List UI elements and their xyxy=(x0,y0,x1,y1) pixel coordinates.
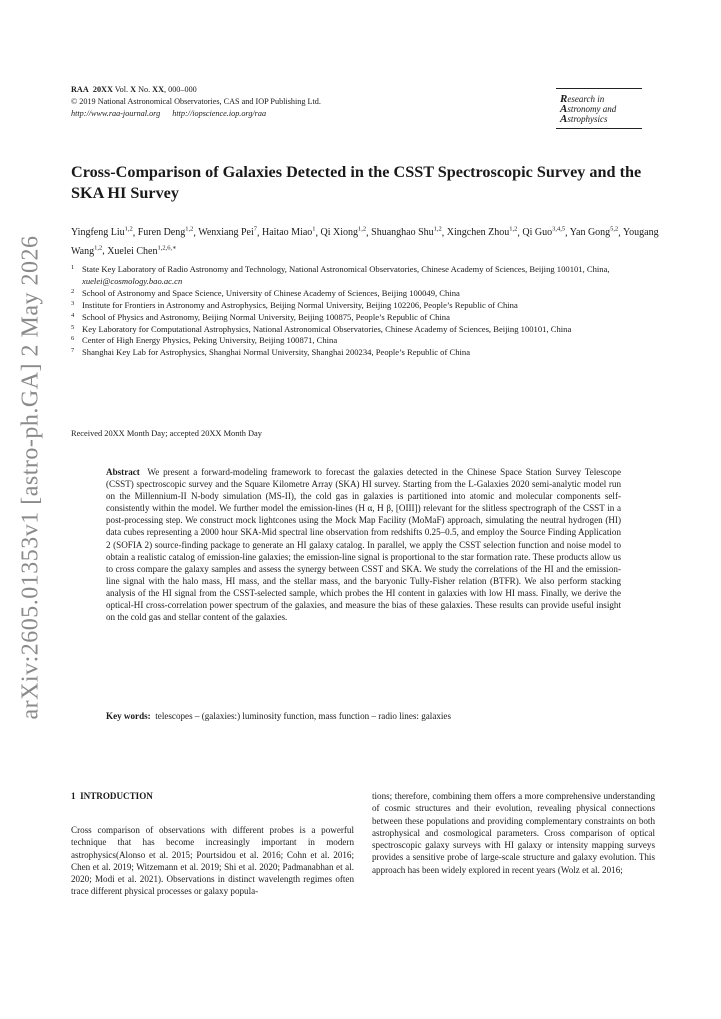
affiliation-number: 7 xyxy=(71,347,75,355)
author-affiliation-marks: 1,2 xyxy=(433,226,442,233)
author-list: Yingfeng Liu$^{1,2}$, Furen Deng$^{1,2}$, Wenxiang Pei$^7$, Haitao Miao$^1$, Qi Xiong$^{1,2}$, Shuanghao Shu$^{1,2}$, Xingchen Zhou$^{1,2}$, Qi Guo$^{3,4,5}$, Yan Gong$^{5,2}$, Yougang Wang$^{1,2}$, Xuelei Chen$^{1,2,6,∗}$ xyxy=(71,226,659,257)
logo-letter-a2: A xyxy=(560,113,568,125)
author-name: Yougang Wang xyxy=(71,227,659,257)
abstract-label: Abstract xyxy=(106,467,140,477)
intro-right-column: tions; therefore, combining them offers a more comprehensive understanding of cosmic structures and their evolution, revealing physical connections between these populations and providing complementary constraints on both astrophysical and cosmological parameters. Cross comparison of optical spectroscopic galaxy surveys with HI galaxy or intensity mapping surveys provides a sensitive probe of large-scale structure and galaxy evolution. This approach has been widely explored in recent years (Wolz et al. 2016; xyxy=(372,791,655,875)
affiliation-item xyxy=(71,324,661,336)
author-affiliation-marks: 1 xyxy=(312,226,316,233)
author-name: Xingchen Zhou xyxy=(446,227,510,239)
affiliation-number: 5 xyxy=(71,323,75,331)
no-label: No. xyxy=(138,85,151,94)
author-name: Xuelei Chen xyxy=(107,245,158,257)
author-affiliation-marks: 1,2 xyxy=(94,244,103,252)
keywords-text: telescopes – (galaxies:) luminosity function, mass function – radio lines: galaxies xyxy=(155,711,451,721)
author-affiliation-marks: 5,2 xyxy=(610,226,619,233)
affiliation-item xyxy=(71,300,661,312)
affiliation-item xyxy=(71,264,661,288)
author-name: Qi Guo xyxy=(522,227,553,239)
author-name: Qi Xiong xyxy=(320,227,359,239)
affiliation-number: 2 xyxy=(71,287,75,295)
keywords xyxy=(106,711,621,721)
author-affiliation-marks: 1,2,6,∗ xyxy=(157,244,177,252)
author xyxy=(107,246,176,257)
vol-label: Vol. xyxy=(114,85,129,94)
author-affiliation-marks: 1,2 xyxy=(124,226,133,233)
section-title: INTRODUCTION xyxy=(80,791,153,801)
affiliation-item xyxy=(71,335,661,347)
logo-word-astrophysics: strophysics xyxy=(567,114,608,124)
journal-prefix: RAA xyxy=(71,85,89,94)
intro-left-column: Cross comparison of observations with different probes is a powerful technique that has become increasingly important in modern astrophysics(Alonso et al. 2015; Pourtsidou et al. 2016; Cohn et al. 2016; Chen et al. 2019; Witzemann et al. 2019; Shi et al. 2020; Padmanabhan et al. 2020; Modi et al. 2021). Observations in distinct wavelength regimes often trace different physical processes or galaxy popula- xyxy=(71,825,354,897)
affiliation-number: 4 xyxy=(71,311,75,319)
journal-logo xyxy=(556,88,642,129)
abstract-text: We present a forward-modeling framework to forecast the galaxies detected in the Chinese Space Station Survey Telescope (CSST) spectroscopic survey and the Square Kilometre Array (SKA) HI survey. Starting from the L-Galaxies 2020 semi-analytic model run on the Millennium-II N-body simulation (MS-II), the cold gas in galaxies is partitioned into atomic and molecular components self-consistently within the model. We further model the emission-lines (H α, H β, [OIII]) relevant for the slitless spectrograph of the CSST in a post-processing step. We construct mock lightcones using the Mock Map Facility (MoMaF) approach, simulating the neutral hydrogen (HI) data cubes representing a 2000 hour SKA-Mid spectral line observation from redshifts 0.25–0.5, and employ the Source Finding Application 2 (SOFIA 2) source-finding package to generate an HI galaxy catalog. In parallel, we apply the CSST selection function and noise model to obtain a realistic catalog of emission-line galaxies; the emission-line signal is proportional to the star formation rate. These products allow us to cross compare the galaxy samples and assess the synergy between CSST and SKA. We study the correlations of the HI and the emission-line signal with the halo mass, HI mass, and the stellar mass, and the baryonic Tully-Fisher relation (BTFR). We also perform stacking analysis of the HI signal from the CSST-selected sample, which probes the HI content in galaxies with low HI mass. Finally, we derive the optical-HI cross-correlation power spectrum of the galaxies, and measure the bias of these galaxies. These results can provide useful insight on the cold gas and stellar content of the galaxies. xyxy=(106,467,621,623)
author-affiliation-marks: 7 xyxy=(253,226,258,233)
journal-header xyxy=(71,84,321,120)
author-affiliation-marks: 3,4,5 xyxy=(552,226,566,233)
logo-letter-a: A xyxy=(560,103,568,115)
affiliation-item xyxy=(71,312,661,324)
logo-letter-r: R xyxy=(560,93,568,105)
author xyxy=(570,227,619,238)
author-name: Yan Gong xyxy=(569,227,611,239)
affiliation-list xyxy=(71,264,661,359)
issue-number: XX xyxy=(152,85,164,94)
author-name: Haitao Miao xyxy=(262,227,313,239)
paper-title: Cross-Comparison of Galaxies Detected in the CSST Spectroscopic Survey and the SKA HI Survey xyxy=(71,163,642,202)
author xyxy=(262,227,316,238)
author-affiliation-marks: 1,2 xyxy=(509,226,518,233)
section-number: 1 xyxy=(71,791,76,801)
author xyxy=(321,227,367,238)
affiliation-text: State Key Laboratory of Radio Astronomy and Technology, National Astronomical Observatories, Chinese Academy of Sciences, Beijing 100101, China, xyxy=(82,264,610,274)
affiliation-text: Shanghai Key Lab for Astrophysics, Shanghai Normal University, Shanghai 200234, People’s Republic of China xyxy=(82,347,471,358)
author xyxy=(71,227,133,238)
author xyxy=(371,227,442,238)
author xyxy=(198,227,257,238)
affiliation-text: School of Physics and Astronomy, Beijing Normal University, Beijing 100875, People’s Republic of China xyxy=(82,311,450,322)
author xyxy=(138,227,194,238)
affiliation-text: Center of High Energy Physics, Peking University, Beijing 100871, China xyxy=(82,335,338,346)
affiliation-item xyxy=(71,288,661,300)
affiliation-text: Key Laboratory for Computational Astrophysics, National Astronomical Observatories, Chinese Academy of Sciences, Beijing 100101, China xyxy=(82,323,572,334)
author-affiliation-marks: 1,2 xyxy=(358,226,367,233)
copyright-line: © 2019 National Astronomical Observatories, CAS and IOP Publishing Ltd. xyxy=(71,97,321,106)
author-name: Furen Deng xyxy=(137,227,186,239)
affiliation-text: School of Astronomy and Space Science, University of Chinese Academy of Sciences, Beijing 100049, China xyxy=(82,287,460,298)
abstract xyxy=(106,466,621,623)
journal-year: 20XX xyxy=(92,85,113,94)
affiliation-text: Institute for Frontiers in Astronomy and Astrophysics, Beijing Normal University, Beijing 102206, People’s Republic of China xyxy=(82,299,518,310)
keywords-label: Key words: xyxy=(106,711,151,721)
affiliation-number: 6 xyxy=(71,335,75,343)
logo-word-astronomy: stronomy and xyxy=(567,104,617,114)
author-name: Wenxiang Pei xyxy=(198,227,254,239)
logo-word-research: esearch in xyxy=(567,94,605,104)
author xyxy=(447,227,518,238)
affiliation-number: 3 xyxy=(71,299,75,307)
journal-urls xyxy=(71,108,321,120)
page-range: , 000–000 xyxy=(164,85,197,94)
arxiv-sidebar-stamp xyxy=(14,234,48,720)
author xyxy=(522,227,565,238)
received-date: Received 20XX Month Day; accepted 20XX Month Day xyxy=(71,429,262,438)
affiliation-item xyxy=(71,347,661,359)
contact-email-link[interactable]: xuelei@cosmology.bao.ac.cn xyxy=(82,275,183,286)
journal-citation xyxy=(71,84,321,96)
vol-number: X xyxy=(130,85,137,94)
journal-url-link[interactable]: http://www.raa-journal.org xyxy=(71,109,161,118)
section-heading xyxy=(71,791,153,801)
arxiv-id: arXiv:2605.01353v1 [astro-ph.GA] 2 May 2026 xyxy=(17,234,44,720)
iop-url-link[interactable]: http://iopscience.iop.org/raa xyxy=(172,109,267,118)
author-affiliation-marks: 1,2 xyxy=(185,226,194,233)
author-name: Yingfeng Liu xyxy=(71,227,125,239)
affiliation-number: 1 xyxy=(71,264,75,271)
author-name: Shuanghao Shu xyxy=(371,227,434,239)
